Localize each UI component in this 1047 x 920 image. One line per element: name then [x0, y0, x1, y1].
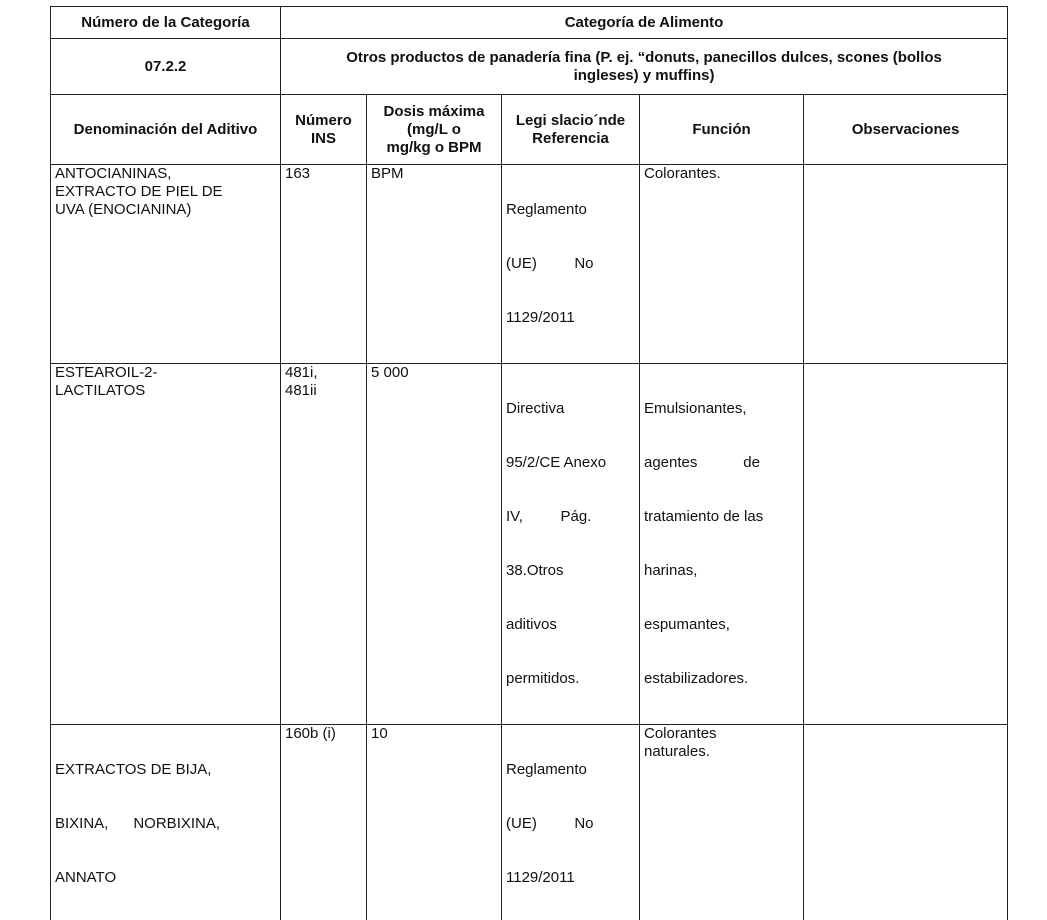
observations-cell	[804, 364, 1008, 725]
cell-line: aditivos	[506, 616, 635, 634]
header-row-1	[51, 7, 1008, 39]
function-cell	[640, 364, 804, 725]
cell-line: permitidos.	[506, 670, 635, 688]
col-header-ins-line: INS	[285, 130, 362, 148]
category-name-line: ingleses) y muffins)	[285, 67, 1003, 85]
col-header-max-dose	[367, 95, 502, 165]
ins-cell	[281, 165, 367, 364]
cell-line: ANNATO	[55, 869, 276, 887]
cell-line: Reglamento	[506, 761, 635, 779]
dose-cell: 10	[367, 725, 502, 920]
cell-line: ESTEAROIL-2-	[55, 364, 276, 382]
cell-line: BIXINA, NORBIXINA,	[55, 815, 276, 833]
category-name	[281, 39, 1008, 95]
function-cell	[640, 725, 804, 920]
additive-name-cell	[51, 725, 281, 920]
ins-cell	[281, 364, 367, 725]
table-row	[51, 364, 1008, 725]
function-cell	[640, 165, 804, 364]
food-category-label: Categoría de Alimento	[281, 7, 1008, 39]
col-header-ins	[281, 95, 367, 165]
cell-line: Reglamento	[506, 201, 635, 219]
cell-line: (UE) No	[506, 255, 635, 273]
cell-line: tratamiento de las	[644, 508, 799, 526]
cell-line: 481ii	[285, 382, 362, 400]
dose-cell: BPM	[367, 165, 502, 364]
cell-line: Colorantes	[644, 725, 799, 743]
col-header-additive-name: Denominación del Aditivo	[51, 95, 281, 165]
col-header-legislation	[502, 95, 640, 165]
cell-line: IV, Pág.	[506, 508, 635, 526]
cell-line: 38.Otros	[506, 562, 635, 580]
cell-line: estabilizadores.	[644, 670, 799, 688]
cell-line: agentes de	[644, 454, 799, 472]
col-header-legislation-line: Referencia	[506, 130, 635, 148]
cell-line: naturales.	[644, 743, 799, 761]
category-number: 07.2.2	[51, 39, 281, 95]
additives-table	[50, 6, 1008, 920]
table-row	[51, 165, 1008, 364]
category-number-label: Número de la Categoría	[51, 7, 281, 39]
table-row	[51, 725, 1008, 920]
dose-cell: 5 000	[367, 364, 502, 725]
cell-line: Emulsionantes,	[644, 400, 799, 418]
cell-line: 160b (i)	[285, 725, 362, 743]
col-header-dose-line: (mg/L o	[371, 121, 497, 139]
observations-cell	[804, 725, 1008, 920]
ins-cell	[281, 725, 367, 920]
observations-cell	[804, 165, 1008, 364]
cell-line: 1129/2011	[506, 869, 635, 887]
col-header-dose-line: Dosis máxima	[371, 103, 497, 121]
col-header-legislation-line: Legi slacio´nde	[506, 112, 635, 130]
col-header-ins-line: Número	[285, 112, 362, 130]
cell-line: ANTOCIANINAS,	[55, 165, 276, 183]
column-header-row	[51, 95, 1008, 165]
cell-line: 163	[285, 165, 362, 183]
legislation-cell	[502, 165, 640, 364]
cell-line: (UE) No	[506, 815, 635, 833]
cell-line: UVA (ENOCIANINA)	[55, 201, 276, 219]
cell-line: Directiva	[506, 400, 635, 418]
cell-line: espumantes,	[644, 616, 799, 634]
header-row-2	[51, 39, 1008, 95]
legislation-cell	[502, 364, 640, 725]
cell-line: 95/2/CE Anexo	[506, 454, 635, 472]
col-header-function: Función	[640, 95, 804, 165]
col-header-observations: Observaciones	[804, 95, 1008, 165]
category-name-line: Otros productos de panadería fina (P. ej. “donuts, panecillos dulces, scones (bollos	[285, 49, 1003, 67]
legislation-cell	[502, 725, 640, 920]
cell-line: LACTILATOS	[55, 382, 276, 400]
cell-line: 1129/2011	[506, 309, 635, 327]
cell-line: harinas,	[644, 562, 799, 580]
col-header-dose-line: mg/kg o BPM	[371, 139, 497, 157]
cell-line: Colorantes.	[644, 165, 799, 183]
cell-line: EXTRACTOS DE BIJA,	[55, 761, 276, 779]
additive-name-cell	[51, 165, 281, 364]
additive-name-cell	[51, 364, 281, 725]
cell-line: EXTRACTO DE PIEL DE	[55, 183, 276, 201]
cell-line: 481i,	[285, 364, 362, 382]
